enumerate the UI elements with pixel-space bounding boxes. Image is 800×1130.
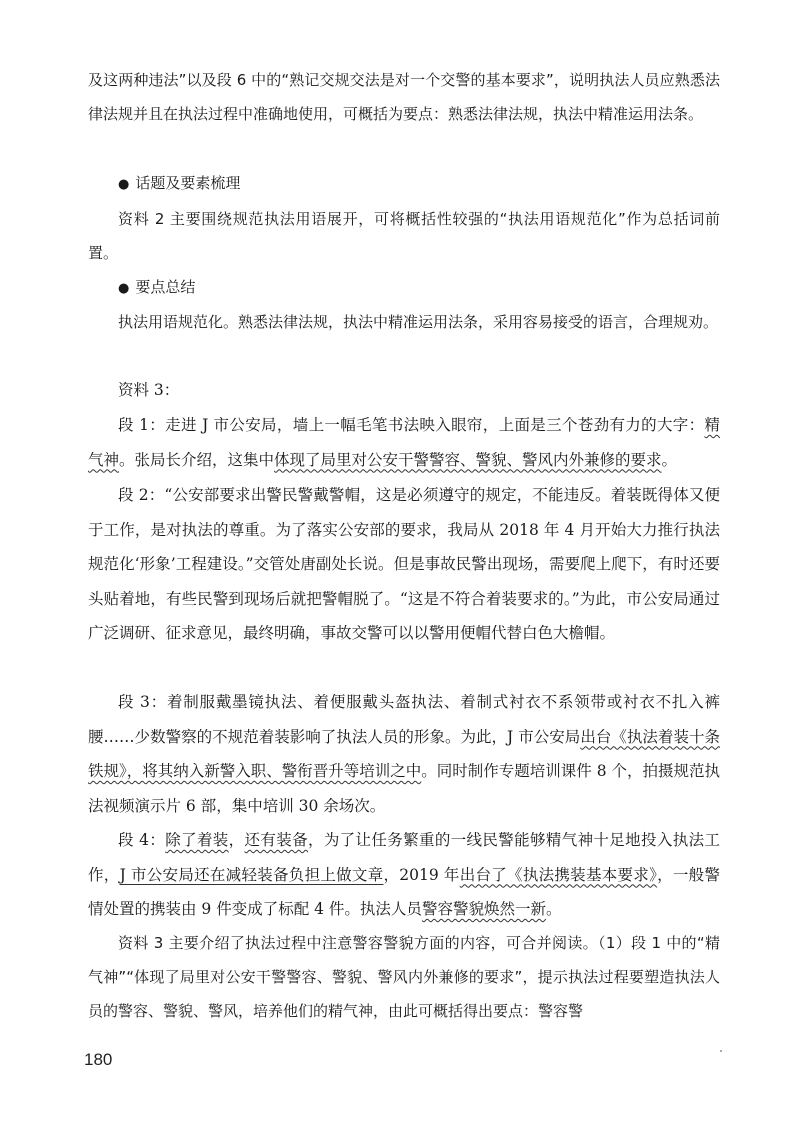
underlined-phrase: J 市公安局还在减轻装备负担上做文章 — [119, 865, 384, 884]
paragraph-summary: 执法用语规范化。熟悉法律法规，执法中精准运用法条，采用容易接受的语言，合理规劝。 — [118, 313, 719, 331]
material-paragraph-2: 段 2：“公安部要求出警民警戴警帽，这是必须遵守的规定，不能违反。着装既得体又便于工作，是对执法的尊重。为了落实公安部的要求，我局从 2018 年 4 月开始大力推行执法规范化‘形象’工程建设。”交管处唐副处长说。但是事故民警出现场，需要爬上爬下，有时还要头贴着地，有些民警到现场后就把警帽脱了。“这是不符合着装要求的。”为此，市公安局通过广泛调研、征求意见，最终明确，事故交警可以以警用便帽代替白色大檐帽。 — [88, 486, 720, 642]
material-paragraph-3: 段 3：着制服戴墨镜执法、着便服戴头盔执法、着制式衬衣不系领带或衬衣不扎入裤腰……少数警察的不规范着装影响了执法人员的形象。为此，J 市公安局出台《执法着装十条铁规》，将其纳入新警入职、警衔晋升等培训之中。同时制作专题培训课件 8 个，拍摄规范执法视频演示片 6 部，集中培训 30 余场次。 — [88, 693, 720, 815]
underlined-phrase: 体现了局里对公安干警警容、警貌、警风内外兼修的要求 — [274, 450, 662, 469]
bullet-icon: ● — [118, 177, 130, 192]
underlined-phrase: 出台了《执法携装基本要求》 — [459, 865, 658, 884]
paragraph-intro: 及这两种违法”以及段 6 中的“熟记交规交法是对一个交警的基本要求”，说明执法人员应熟悉法律法规并且在执法过程中准确地使用，可概括为要点：熟悉法律法规，执法中精准运用法条。 — [88, 71, 720, 123]
underlined-phrase: 警容警貌焕然一新 — [421, 900, 546, 918]
section-heading-summary: ● 要点总结 — [118, 278, 196, 296]
material-3-title: 资料 3： — [118, 381, 180, 399]
section-heading-topic: ● 话题及要素梳理 — [118, 174, 241, 192]
underlined-phrase: 出台《执法着装十条铁规》，将其纳入新警入职、警衔晋升等培训之中 — [88, 727, 720, 780]
material-paragraph-1: 段 1：走进 J 市公安局，墙上一幅毛笔书法映入眼帘，上面是三个苍劲有力的大字：精气神。张局长介绍，这集中体现了局里对公安干警警容、警貌、警风内外兼修的要求。 — [88, 416, 720, 469]
paragraph-topic: 资料 2 主要围绕规范执法用语展开，可将概括性较强的“执法用语规范化”作为总括词前置。 — [88, 210, 720, 262]
underlined-phrase: 除了着装 — [165, 831, 229, 849]
material-paragraph-4: 段 4：除了着装，还有装备，为了让任务繁重的一线民警能够精气神十足地投入执法工作，J 市公安局还在减轻装备负担上做文章，2019 年出台了《执法携装基本要求》，一般警情处置的携装由 9 件变成了标配 4 件。执法人员警容警貌焕然一新。 — [88, 831, 720, 918]
paragraph-analysis: 资料 3 主要介绍了执法过程中注意警容警貌方面的内容，可合并阅读。（1）段 1 中的“精气神”“体现了局里对公安干警警容、警貌、警风内外兼修的要求”，提示执法过程要塑造执法人员的警容、警貌、警风，培养他们的精气神，由此可概括得出要点：警容警 — [88, 934, 720, 1020]
bullet-icon: ● — [118, 281, 130, 296]
scan-speck — [720, 1050, 722, 1052]
page-number: 180 — [84, 1050, 113, 1069]
underlined-phrase: 精气神 — [88, 416, 720, 469]
underlined-phrase: 还有装备 — [244, 831, 308, 849]
